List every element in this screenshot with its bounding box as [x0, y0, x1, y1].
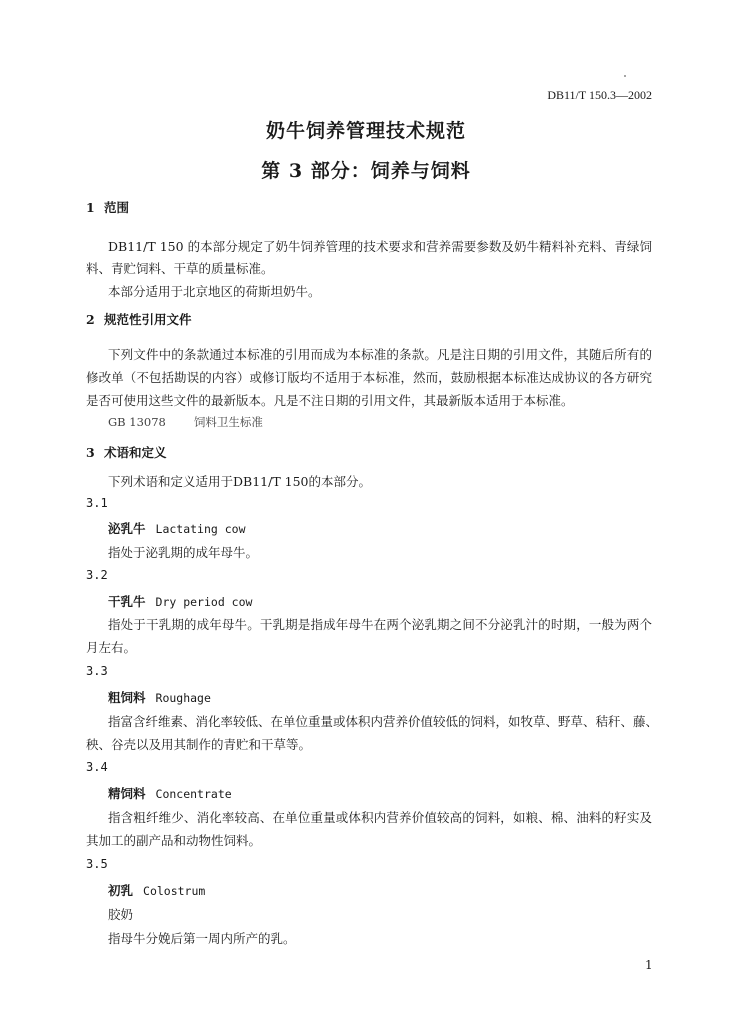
term-definition-line: 指富含纤维素、消化率较低、在单位重量或体积内营养价值较低的饲料，如牧草、野草、秸秆、藤、 — [108, 714, 659, 729]
section-2-heading — [86, 310, 192, 328]
term-chinese: 泌乳牛 — [108, 521, 146, 536]
term-definition-line: 指含粗纤维少、消化率较高、在单位重量或体积内营养价值较高的饲料，如粮、棉、油料的籽实及 — [108, 810, 652, 825]
document-title: 奶牛饲养管理技术规范 — [265, 120, 466, 142]
term-definition-line: 指母牛分娩后第一周内所产的乳。 — [108, 931, 296, 946]
paragraph-line: 下列文件中的条款通过本标准的引用而成为本标准的条款。凡是注日期的引用文件，其随后所有的 — [108, 347, 652, 362]
section-number: 3 — [86, 445, 95, 460]
term-number: 3.2 — [86, 568, 108, 582]
section-title: 术语和定义 — [104, 445, 167, 460]
term-definition-line: 其加工的副产品和动物性饲料。 — [86, 833, 262, 848]
section-3-heading — [86, 443, 167, 461]
term-definition-line: 月左右。 — [86, 640, 137, 655]
term-heading — [108, 519, 246, 537]
scan-speck — [624, 75, 626, 77]
paragraph-line: 下列术语和定义适用于DB11/T 150的本部分。 — [108, 474, 371, 489]
section-number: 1 — [86, 200, 95, 215]
term-number: 3.5 — [86, 857, 108, 871]
term-english: Lactating cow — [155, 522, 246, 536]
term-chinese: 干乳牛 — [108, 594, 146, 609]
normative-reference — [108, 414, 291, 430]
term-chinese: 粗饲料 — [108, 690, 146, 705]
term-english: Dry period cow — [155, 595, 253, 609]
term-number: 3.3 — [86, 664, 108, 678]
section-1-heading — [86, 198, 129, 216]
reference-code: GB 13078 — [108, 415, 166, 429]
section-title: 规范性引用文件 — [104, 312, 192, 327]
term-number: 3.4 — [86, 760, 108, 774]
paragraph-line: DB11/T 150 的本部分规定了奶牛饲养管理的技术要求和营养需要参数及奶牛精料补充料、青绿饲 — [108, 239, 652, 254]
document-part-title: 第 3 部分：饲养与饲料 — [261, 160, 471, 182]
term-english: Roughage — [155, 691, 211, 705]
term-heading — [108, 881, 205, 899]
section-title: 范围 — [104, 200, 130, 215]
term-english: Concentrate — [155, 787, 232, 801]
paragraph-line: 是否可使用这些文件的最新版本。凡是不注日期的引用文件，其最新版本适用于本标准。 — [86, 393, 574, 408]
term-number: 3.1 — [86, 496, 108, 510]
paragraph-line: 料、青贮饲料、干草的质量标准。 — [86, 261, 274, 276]
term-definition-line: 指处于干乳期的成年母牛。干乳期是指成年母牛在两个泌乳期之间不分泌乳汁的时期，一般为两个 — [108, 617, 652, 632]
term-definition-line: 指处于泌乳期的成年母牛。 — [108, 545, 259, 560]
term-heading — [108, 592, 252, 610]
term-definition-line: 秧、谷壳以及用其制作的青贮和干草等。 — [86, 737, 312, 752]
reference-title: 饲料卫生标准 — [193, 415, 263, 429]
standard-code: DB11/T 150.3—2002 — [547, 88, 652, 102]
term-heading — [108, 784, 232, 802]
paragraph-line: 本部分适用于北京地区的荷斯坦奶牛。 — [108, 284, 321, 299]
term-chinese: 精饲料 — [108, 786, 146, 801]
term-chinese: 初乳 — [108, 883, 134, 898]
paragraph-line: 修改单（不包括勘误的内容）或修订版均不适用于本标准，然而，鼓励根据本标准达成协议的各方研究 — [86, 370, 652, 385]
section-number: 2 — [86, 312, 95, 327]
term-alias: 胶奶 — [108, 907, 134, 922]
term-heading — [108, 688, 211, 706]
term-english: Colostrum — [143, 884, 206, 898]
page-number: 1 — [645, 958, 653, 972]
